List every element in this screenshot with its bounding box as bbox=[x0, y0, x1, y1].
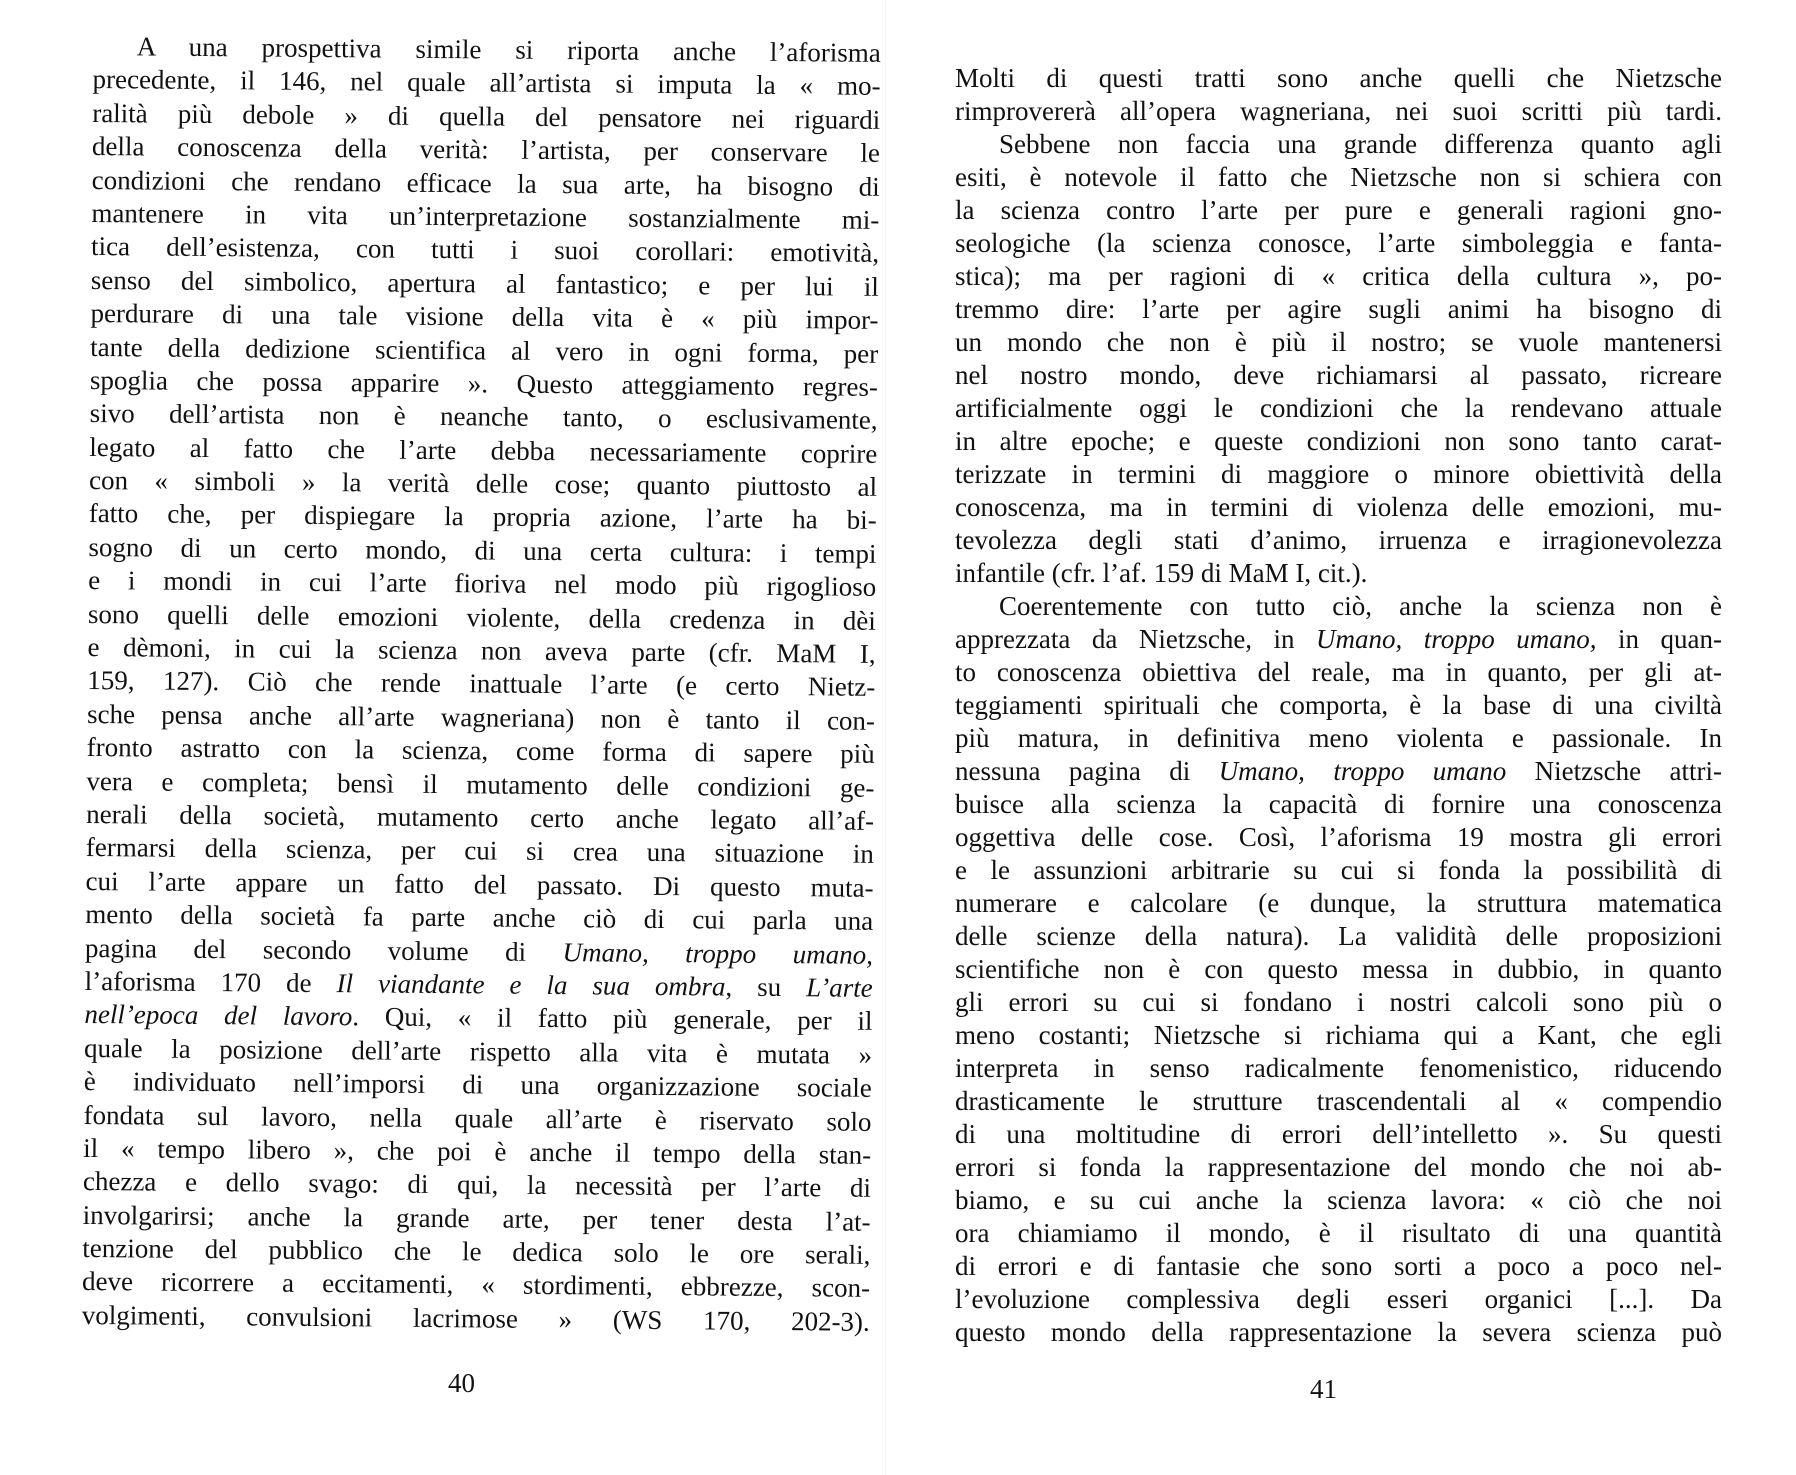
italic-title: L’arte bbox=[806, 972, 873, 1003]
text-segment: legato al fatto che l’arte debba necessariamente coprire bbox=[89, 431, 878, 469]
text-segment: perdurare di una tale visione della vita è « più impor- bbox=[90, 298, 879, 335]
text-segment: spoglia che possa apparire ». Questo atteggiamento regres- bbox=[89, 364, 879, 402]
text-segment: con « simboli » la verità delle cose; quanto piuttosto al bbox=[88, 465, 878, 502]
text-segment: è individuato nell’imporsi di una organizzazione sociale bbox=[83, 1066, 872, 1103]
text-segment: condizioni che rendano efficace la sua arte, ha bisogno di bbox=[91, 164, 880, 202]
page-fold bbox=[885, 0, 886, 1475]
text-segment: esiti, è notevole il fatto che Nietzsche non si schiera con bbox=[955, 162, 1722, 192]
text-segment: tica dell’esistenza, con tutti i suoi corollari: emotività, bbox=[90, 231, 880, 269]
text-segment: più matura, in definitiva meno violenta e passionale. In bbox=[955, 723, 1722, 753]
text-segment: ralità più debole » di quella del pensatore nei riguardi bbox=[92, 97, 881, 135]
text-segment: e le assunzioni arbitrarie su cui si fonda la possibilità di bbox=[955, 855, 1722, 885]
text-segment: meno costanti; Nietzsche si richiama qui a Kant, che egli bbox=[955, 1020, 1722, 1050]
text-segment: fermarsi della scienza, per cui si crea una situazione in bbox=[85, 832, 874, 870]
text-segment: chezza e dello svago: di qui, la necessità per l’arte di bbox=[82, 1166, 872, 1204]
text-segment: conoscenza, ma in termini di violenza delle emozioni, mu- bbox=[955, 492, 1722, 522]
text-segment: sche pensa anche all’arte wagneriana) non è tanto il con- bbox=[86, 698, 876, 736]
text-segment: sivo dell’artista non è neanche tanto, o esclusivamente, bbox=[89, 398, 878, 436]
text-line bbox=[955, 326, 1722, 359]
text-segment: un mondo che non è più il nostro; se vuole mantenersi bbox=[955, 327, 1722, 357]
italic-title: Umano, troppo umano, bbox=[562, 936, 874, 970]
text-segment: teggiamenti spirituali che comporta, è la base di una civiltà bbox=[955, 690, 1722, 720]
text-line bbox=[955, 1118, 1722, 1151]
text-line bbox=[955, 524, 1722, 557]
italic-title: Umano, troppo umano, bbox=[1316, 624, 1597, 654]
text-line bbox=[955, 854, 1722, 887]
text-segment: di una moltitudine di errori dell’intelletto ». Su questi bbox=[955, 1119, 1722, 1149]
text-line bbox=[955, 128, 1722, 161]
text-segment: mantenere in vita un’interpretazione sostanzialmente mi- bbox=[91, 197, 880, 235]
text-line bbox=[955, 788, 1722, 821]
text-segment: l’evoluzione complessiva degli esseri organici [...]. Da bbox=[955, 1284, 1722, 1314]
text-line bbox=[955, 1184, 1722, 1217]
text-segment: to conoscenza obiettiva del reale, ma in quanto, per gli at- bbox=[955, 657, 1722, 687]
text-segment: nessuna pagina di bbox=[955, 756, 1219, 786]
text-segment: vera e completa; bensì il mutamento delle condizioni ge- bbox=[86, 765, 875, 803]
text-line bbox=[955, 821, 1722, 854]
text-segment: . Qui, « il fatto più generale, per il bbox=[352, 1001, 873, 1037]
text-line bbox=[955, 1019, 1722, 1052]
text-segment: questo mondo della rappresentazione la severa scienza può bbox=[955, 1317, 1722, 1347]
text-line bbox=[955, 623, 1722, 656]
text-segment: artificialmente oggi le condizioni che la rendevano attuale bbox=[955, 393, 1722, 423]
text-line bbox=[955, 1151, 1722, 1184]
text-line bbox=[955, 689, 1722, 722]
text-segment: Nietzsche attri- bbox=[1506, 756, 1722, 786]
page-number-right: 41 bbox=[1310, 1374, 1337, 1404]
text-line bbox=[955, 227, 1722, 260]
italic-title: nell’epoca del lavoro bbox=[84, 999, 353, 1032]
text-segment: gli errori su cui si fondano i nostri calcoli sono più o bbox=[955, 987, 1722, 1017]
text-line bbox=[955, 1085, 1722, 1118]
text-line bbox=[955, 194, 1722, 227]
text-segment: oggettiva delle cose. Così, l’aforisma 19 mostra gli errori bbox=[955, 822, 1722, 852]
text-segment: A una prospettiva simile si riporta anche l’aforisma bbox=[136, 31, 881, 68]
text-segment: e i mondi in cui l’arte fioriva nel modo più rigoglioso bbox=[88, 565, 877, 603]
text-segment: tante della dedizione scientifica al vero in ogni forma, per bbox=[90, 331, 879, 369]
text-line bbox=[955, 491, 1722, 524]
text-segment: scientifiche non è con questo messa in dubbio, in quanto bbox=[955, 954, 1722, 984]
text-line bbox=[955, 1052, 1722, 1085]
text-line bbox=[955, 62, 1722, 95]
text-segment: precedente, il 146, nel quale all’artista si imputa la « mo- bbox=[92, 64, 881, 102]
text-segment: Coerentemente con tutto ciò, anche la scienza non è bbox=[999, 591, 1722, 621]
text-line bbox=[955, 359, 1722, 392]
text-segment: tevolezza degli stati d’animo, irruenza e irragionevolezza bbox=[955, 525, 1722, 555]
text-segment: e dèmoni, in cui la scienza non aveva parte (cfr. MaM I, bbox=[87, 632, 876, 669]
text-segment: infantile (cfr. l’af. 159 di MaM I, cit.). bbox=[955, 558, 1368, 588]
italic-title: Il viandante e la sua ombra bbox=[336, 968, 726, 1002]
text-segment: stica); ma per ragioni di « critica della cultura », po- bbox=[955, 261, 1722, 291]
text-line bbox=[955, 986, 1722, 1019]
text-segment: Sebbene non faccia una grande differenza quanto agli bbox=[999, 129, 1722, 159]
text-segment: fronto astratto con la scienza, come forma di sapere più bbox=[86, 732, 875, 770]
text-segment: terizzate in termini di maggiore o minore obiettività della bbox=[955, 459, 1722, 489]
text-segment: involgarirsi; anche la grande arte, per tener desta l’at- bbox=[82, 1199, 871, 1237]
text-line bbox=[955, 887, 1722, 920]
text-segment: di errori e di fantasie che sono sorti a poco a poco nel- bbox=[955, 1251, 1722, 1281]
text-segment: senso del simbolico, apertura al fantastico; e per lui il bbox=[90, 264, 879, 302]
text-line bbox=[955, 293, 1722, 326]
text-segment: ora chiamiamo il mondo, è il risultato di una quantità bbox=[955, 1218, 1722, 1248]
text-segment: Molti di questi tratti sono anche quelli che Nietzsche bbox=[955, 63, 1722, 93]
text-segment: in quan- bbox=[1596, 624, 1722, 654]
text-segment: nerali della società, mutamento certo anche legato all’af- bbox=[86, 798, 875, 836]
text-segment: il « tempo libero », che poi è anche il tempo della stan- bbox=[83, 1132, 872, 1170]
text-segment: in altre epoche; e queste condizioni non sono tanto carat- bbox=[955, 426, 1722, 456]
text-segment: tremmo dire: l’arte per agire sugli animi ha bisogno di bbox=[955, 294, 1722, 324]
text-segment: apprezzata da Nietzsche, in bbox=[955, 624, 1317, 654]
text-segment: volgimenti, convulsioni lacrimose » (WS 170, 202-3). bbox=[81, 1299, 870, 1337]
text-segment: errori si fonda la rappresentazione del mondo che noi ab- bbox=[955, 1152, 1722, 1182]
text-segment: , su bbox=[725, 971, 807, 1003]
text-segment: sogno di un certo mondo, di una certa cultura: i tempi bbox=[88, 531, 877, 569]
text-line bbox=[955, 392, 1722, 425]
text-line bbox=[82, 1299, 870, 1339]
text-line bbox=[955, 161, 1722, 194]
text-segment: tenzione del pubblico che le dedica solo le ore serali, bbox=[82, 1233, 871, 1270]
text-segment: delle scienze della natura). La validità delle proposizioni bbox=[955, 921, 1722, 951]
text-line bbox=[955, 1316, 1722, 1349]
text-line bbox=[955, 656, 1722, 689]
text-line bbox=[955, 920, 1722, 953]
text-segment: biamo, e su cui anche la scienza lavora: « ciò che noi bbox=[955, 1185, 1722, 1215]
text-segment: buisce alla scienza la capacità di fornire una conoscenza bbox=[955, 789, 1722, 819]
text-line bbox=[955, 425, 1722, 458]
text-segment: mento della società fa parte anche ciò di cui parla una bbox=[85, 899, 874, 936]
text-segment: nel nostro mondo, deve richiamarsi al passato, ricreare bbox=[955, 360, 1722, 390]
text-segment: seologiche (la scienza conosce, l’arte simboleggia e fanta- bbox=[955, 228, 1722, 258]
text-line bbox=[955, 1283, 1722, 1316]
text-segment: fondata sul lavoro, nella quale all’arte è riservato solo bbox=[83, 1099, 872, 1137]
text-segment: interpreta in senso radicalmente fenomenistico, riducendo bbox=[955, 1053, 1722, 1083]
text-line bbox=[955, 458, 1722, 491]
text-segment: pagina del secondo volume di bbox=[84, 932, 563, 967]
text-line bbox=[955, 1217, 1722, 1250]
text-line bbox=[955, 260, 1722, 293]
text-line bbox=[955, 1250, 1722, 1283]
right-page-text bbox=[955, 62, 1722, 1349]
text-segment: quale la posizione dell’arte rispetto alla vita è mutata » bbox=[83, 1032, 873, 1070]
text-segment: rimprovererà all’opera wagneriana, nei suoi scritti più tardi. bbox=[955, 96, 1722, 126]
text-segment: fatto che, per dispiegare la propria azione, l’arte ha bi- bbox=[88, 498, 877, 536]
text-segment: drasticamente le strutture trascendentali al « compendio bbox=[955, 1086, 1722, 1116]
text-segment: 159, 127). Ciò che rende inattuale l’arte (e certo Nietz- bbox=[87, 665, 876, 703]
text-line bbox=[955, 557, 1722, 590]
text-line bbox=[955, 953, 1722, 986]
left-page-text bbox=[82, 30, 881, 1339]
text-segment: l’aforisma 170 de bbox=[84, 965, 337, 999]
text-segment: numerare e calcolare (e dunque, la struttura matematica bbox=[955, 888, 1722, 918]
text-line bbox=[955, 95, 1722, 128]
text-line bbox=[955, 755, 1722, 788]
text-segment: cui l’arte appare un fatto del passato. Di questo muta- bbox=[85, 865, 874, 903]
page-number-left: 40 bbox=[448, 1368, 475, 1398]
text-segment: della conoscenza della verità: l’artista, per conservare le bbox=[91, 131, 881, 169]
text-segment: deve ricorrere a eccitamenti, « stordimenti, ebbrezze, scon- bbox=[81, 1266, 871, 1304]
italic-title: Umano, troppo umano bbox=[1218, 756, 1507, 786]
text-segment: la scienza contro l’arte per pure e generali ragioni gno- bbox=[955, 195, 1722, 225]
text-line bbox=[955, 722, 1722, 755]
text-line bbox=[955, 590, 1722, 623]
text-segment: sono quelli delle emozioni violente, della credenza in dèi bbox=[87, 598, 877, 636]
